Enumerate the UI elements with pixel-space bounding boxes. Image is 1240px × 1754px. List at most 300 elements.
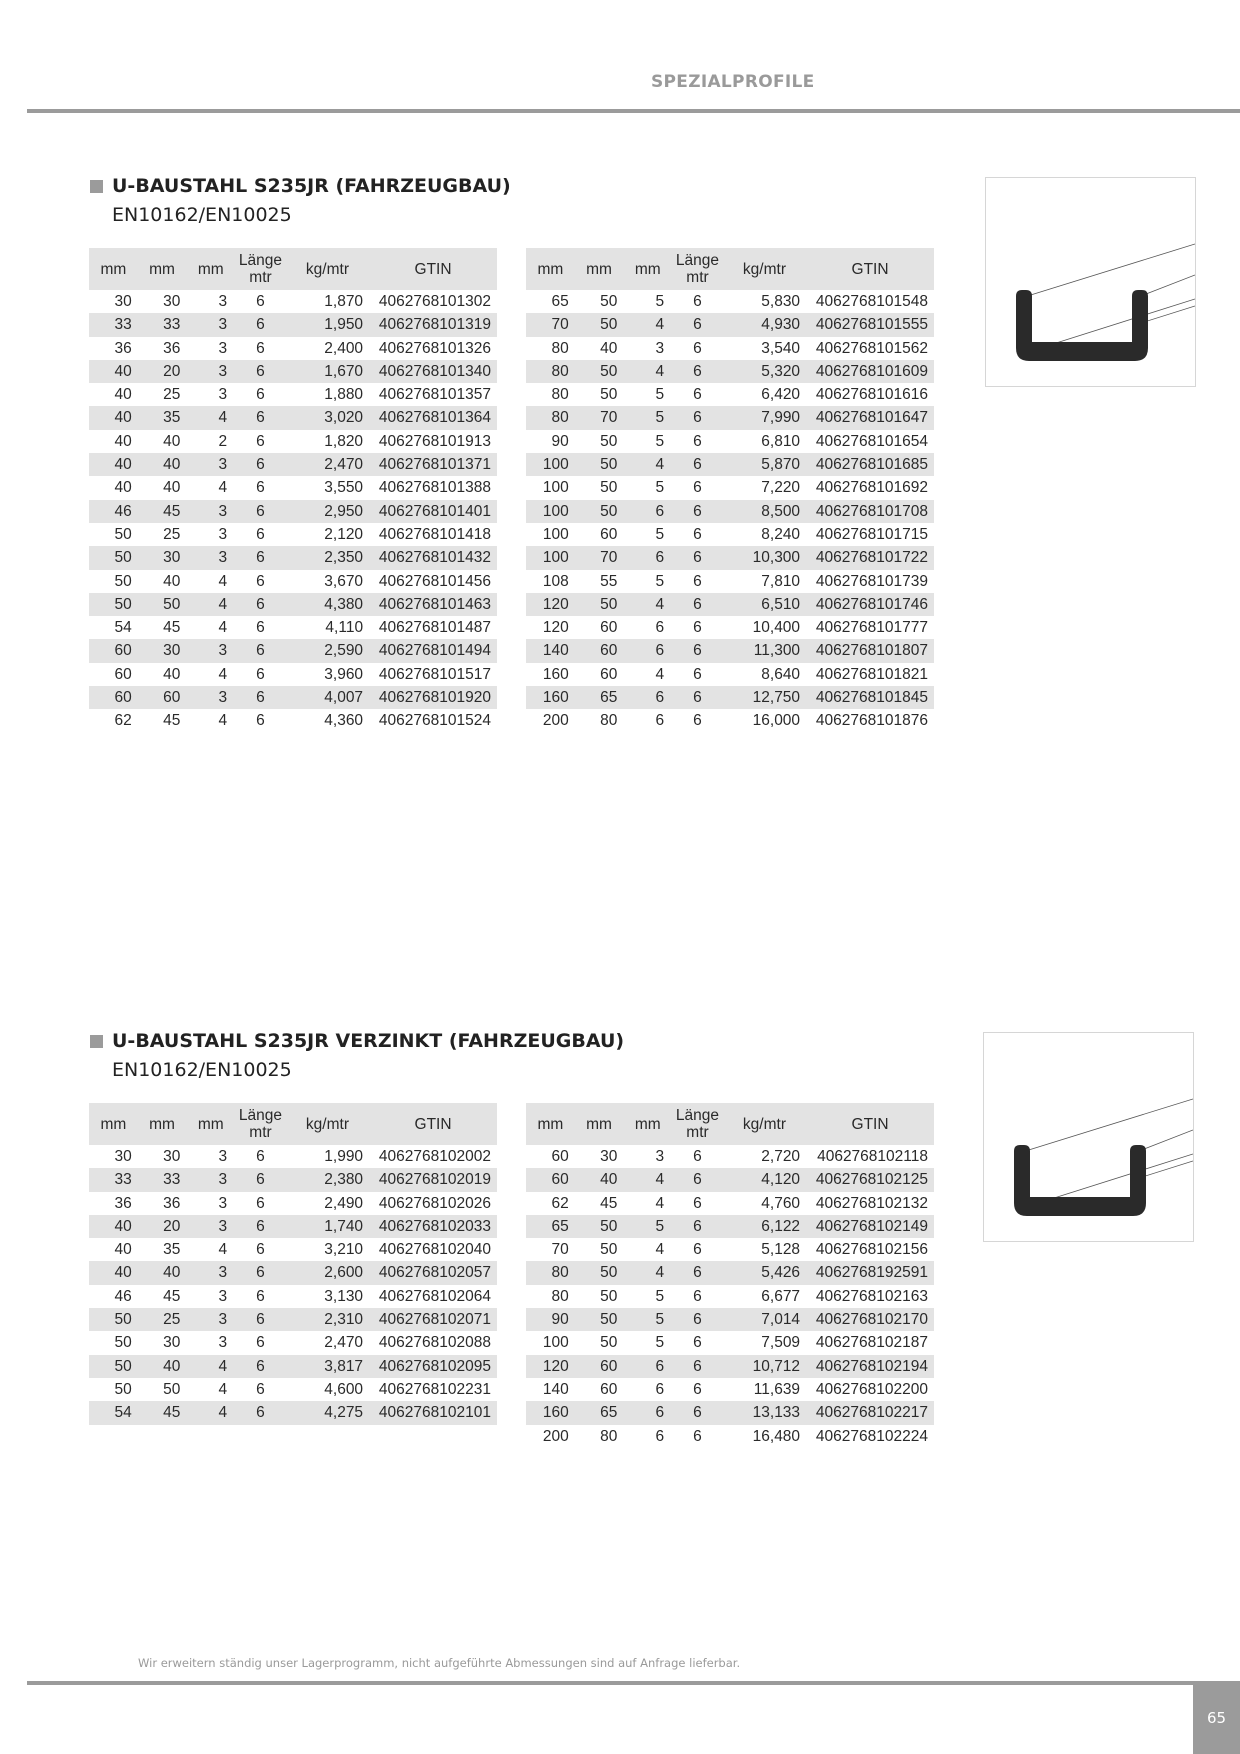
table-cell: 4062768101548 xyxy=(815,293,928,310)
table-cell: 4062768101388 xyxy=(378,479,491,497)
table-row xyxy=(89,453,497,476)
table-cell: 6 xyxy=(256,1287,265,1305)
table-cell: 80 xyxy=(526,360,575,383)
table-cell: 5 xyxy=(623,1308,672,1331)
table-row xyxy=(89,383,497,406)
u-profile-image xyxy=(983,1032,1194,1242)
table-cell: 33 xyxy=(89,313,138,336)
table-cell: 6 xyxy=(235,1355,286,1378)
table-cell: 4062768102217 xyxy=(806,1401,934,1424)
table-cell: 4 xyxy=(218,479,228,497)
table-cell: 50 xyxy=(89,546,138,569)
u-channel-illustration-icon xyxy=(984,1033,1193,1241)
table-cell: 6 xyxy=(672,1308,723,1331)
table-cell: 30 xyxy=(600,1148,618,1165)
table-cell: 25 xyxy=(163,386,181,404)
table-cell: 40 xyxy=(114,1241,132,1259)
table-cell: 5 xyxy=(623,406,672,429)
column-header: mm xyxy=(138,1103,187,1145)
table-cell: 35 xyxy=(138,406,187,429)
table-cell: 6 xyxy=(672,593,723,616)
column-header: Länge mtr xyxy=(235,248,286,290)
table-cell: 50 xyxy=(163,1380,181,1398)
table-cell: 6 xyxy=(623,1355,672,1378)
table-cell: 3 xyxy=(218,386,228,404)
table-row xyxy=(89,546,497,569)
table-cell: 6 xyxy=(693,1194,702,1212)
table-cell: 4062768101456 xyxy=(378,572,491,590)
table-cell: 4062768102002 xyxy=(378,1148,491,1165)
table-cell: 50 xyxy=(575,1215,624,1238)
table-cell: 6 xyxy=(672,1215,723,1238)
table-row xyxy=(89,430,497,453)
table-row xyxy=(89,1168,497,1191)
table-cell: 16,480 xyxy=(752,1427,801,1445)
table-cell: 40 xyxy=(89,453,138,476)
table-row xyxy=(89,686,497,709)
table-cell: 100 xyxy=(542,1334,569,1352)
table-cell: 50 xyxy=(138,593,187,616)
table-row xyxy=(526,1355,934,1378)
column-header: mm xyxy=(575,1103,624,1145)
table-cell: 62 xyxy=(551,1194,569,1212)
table-cell: 2,470 xyxy=(324,1334,364,1352)
table-cell: 6 xyxy=(235,1308,286,1331)
table-cell: 4062768101845 xyxy=(806,686,934,709)
section-title xyxy=(90,175,511,197)
table-cell: 4062768101302 xyxy=(378,293,491,310)
table-row xyxy=(89,1355,497,1378)
table-cell: 33 xyxy=(89,1168,138,1191)
table-cell: 4062768102156 xyxy=(815,1241,928,1259)
table-cell: 3 xyxy=(655,339,665,357)
table-cell: 6 xyxy=(235,1401,286,1424)
table-cell: 40 xyxy=(600,339,618,357)
table-cell: 1,950 xyxy=(286,313,369,336)
table-cell: 2,950 xyxy=(286,500,369,523)
table-cell: 45 xyxy=(138,1401,187,1424)
section-marker-icon xyxy=(90,180,103,193)
table-cell: 50 xyxy=(89,593,138,616)
table-row xyxy=(89,1238,497,1261)
table-cell: 60 xyxy=(89,639,138,662)
table-cell: 30 xyxy=(114,1148,132,1165)
table-cell: 6 xyxy=(693,386,702,404)
table-cell: 4062768102187 xyxy=(815,1334,928,1352)
table-cell: 3,540 xyxy=(761,339,801,357)
table-cell: 40 xyxy=(114,432,132,450)
table-cell: 50 xyxy=(600,1334,618,1352)
table-row xyxy=(526,1425,934,1448)
table-cell: 6 xyxy=(235,360,286,383)
column-header: mm xyxy=(526,248,575,290)
table-cell: 33 xyxy=(138,1168,187,1191)
table-cell: 6 xyxy=(235,313,286,336)
table-cell: 4 xyxy=(186,593,235,616)
table-cell: 4 xyxy=(218,1380,228,1398)
table-row xyxy=(89,709,497,732)
table-cell: 3 xyxy=(218,1334,228,1352)
table-cell: 5 xyxy=(623,1215,672,1238)
table-cell: 4,380 xyxy=(286,593,369,616)
table-cell: 4 xyxy=(655,665,665,683)
table-cell: 6,420 xyxy=(761,386,801,404)
table-cell: 4 xyxy=(623,453,672,476)
table-row xyxy=(526,1261,934,1284)
table-cell: 4,930 xyxy=(723,313,806,336)
table-cell: 6 xyxy=(235,453,286,476)
table-cell: 46 xyxy=(114,1287,132,1305)
table-cell: 36 xyxy=(114,339,132,357)
table-cell: 10,712 xyxy=(723,1355,806,1378)
table-cell: 60 xyxy=(138,686,187,709)
table-cell: 40 xyxy=(138,453,187,476)
table-cell: 4062768102019 xyxy=(369,1168,497,1191)
table-cell: 4062768101555 xyxy=(806,313,934,336)
table-cell: 5 xyxy=(655,1287,665,1305)
table-cell: 45 xyxy=(163,619,181,637)
table-cell: 4 xyxy=(623,1168,672,1191)
table-row xyxy=(526,709,934,732)
table-cell: 40 xyxy=(138,1355,187,1378)
table-row xyxy=(526,1331,934,1354)
table-cell: 3 xyxy=(186,1308,235,1331)
column-header: Länge mtr xyxy=(672,1103,723,1145)
table-cell: 3 xyxy=(218,339,228,357)
table-cell: 4062768101494 xyxy=(369,639,497,662)
table-cell: 1,880 xyxy=(324,386,364,404)
table-cell: 100 xyxy=(526,500,575,523)
table-cell: 4 xyxy=(218,1241,228,1259)
table-cell: 4062768192591 xyxy=(806,1261,934,1284)
table-cell: 30 xyxy=(163,1148,181,1165)
table-cell: 4 xyxy=(218,572,228,590)
table-cell: 4 xyxy=(655,1241,665,1259)
table-cell: 160 xyxy=(526,686,575,709)
table-row xyxy=(526,1215,934,1238)
table-cell: 65 xyxy=(575,686,624,709)
table-cell: 6 xyxy=(672,500,723,523)
table-row xyxy=(526,1145,934,1168)
table-cell: 4062768102026 xyxy=(378,1194,491,1212)
table-cell: 140 xyxy=(526,639,575,662)
table-cell: 2,470 xyxy=(286,453,369,476)
table-cell: 50 xyxy=(575,500,624,523)
table-cell: 6 xyxy=(256,479,265,497)
table-cell: 4062768101609 xyxy=(806,360,934,383)
table-cell: 4062768102125 xyxy=(806,1168,934,1191)
table-cell: 6 xyxy=(235,639,286,662)
table-cell: 50 xyxy=(114,1380,132,1398)
table-cell: 30 xyxy=(163,293,181,310)
table-cell: 4 xyxy=(186,1401,235,1424)
table-cell: 6 xyxy=(672,360,723,383)
table-cell: 6,677 xyxy=(761,1287,801,1305)
table-row xyxy=(526,1238,934,1261)
table-cell: 1,670 xyxy=(286,360,369,383)
table-cell: 4062768101920 xyxy=(369,686,497,709)
section-title-text: U-BAUSTAHL S235JR (FAHRZEUGBAU) xyxy=(112,175,511,197)
table-cell: 4062768102057 xyxy=(369,1261,497,1284)
table-cell: 40 xyxy=(163,572,181,590)
profile-table xyxy=(526,248,934,733)
table-cell: 4062768101913 xyxy=(378,432,491,450)
table-cell: 6 xyxy=(693,293,702,310)
table-cell: 50 xyxy=(600,386,618,404)
table-row xyxy=(526,523,934,546)
table-cell: 6 xyxy=(655,1380,665,1398)
table-cell: 4,120 xyxy=(723,1168,806,1191)
table-row xyxy=(89,523,497,546)
table-cell: 12,750 xyxy=(723,686,806,709)
table-cell: 6 xyxy=(655,619,665,637)
table-cell: 4062768101487 xyxy=(378,619,491,637)
table-cell: 50 xyxy=(600,432,618,450)
table-cell: 4 xyxy=(186,1355,235,1378)
table-cell: 2,590 xyxy=(286,639,369,662)
table-header-row xyxy=(526,1103,934,1145)
column-header: GTIN xyxy=(369,1103,497,1145)
table-cell: 6,122 xyxy=(723,1215,806,1238)
table-cell: 3,817 xyxy=(286,1355,369,1378)
table-cell: 6 xyxy=(672,1168,723,1191)
column-header: kg/mtr xyxy=(286,248,369,290)
table-cell: 6 xyxy=(256,386,265,404)
table-cell: 35 xyxy=(163,1241,181,1259)
table-cell: 3 xyxy=(186,686,235,709)
table-cell: 4062768101654 xyxy=(815,432,928,450)
table-cell: 4,600 xyxy=(324,1380,364,1398)
table-cell: 4062768101692 xyxy=(815,479,928,497)
table-row xyxy=(89,1331,497,1354)
table-cell: 6 xyxy=(235,500,286,523)
table-row xyxy=(89,616,497,639)
section-title-text: U-BAUSTAHL S235JR VERZINKT (FAHRZEUGBAU) xyxy=(112,1030,625,1052)
table-cell: 4062768102088 xyxy=(378,1334,491,1352)
table-cell: 120 xyxy=(526,1355,575,1378)
table-cell: 11,639 xyxy=(753,1380,801,1398)
table-cell: 6 xyxy=(693,1148,702,1165)
table-cell: 7,990 xyxy=(723,406,806,429)
table-cell: 50 xyxy=(600,293,618,310)
table-row xyxy=(526,546,934,569)
table-cell: 60 xyxy=(600,525,618,543)
table-cell: 4,007 xyxy=(286,686,369,709)
table-cell: 30 xyxy=(163,1334,181,1352)
table-cell: 4062768102170 xyxy=(806,1308,934,1331)
table-cell: 4,360 xyxy=(324,712,364,730)
table-cell: 62 xyxy=(114,712,132,730)
column-header: mm xyxy=(186,1103,235,1145)
table-cell: 4 xyxy=(623,313,672,336)
table-cell: 3,130 xyxy=(324,1287,364,1305)
table-row xyxy=(526,360,934,383)
table-row xyxy=(526,290,934,313)
table-cell: 3 xyxy=(218,525,228,543)
table-cell: 30 xyxy=(138,546,187,569)
table-cell: 6 xyxy=(235,1215,286,1238)
table-cell: 3 xyxy=(186,546,235,569)
table-cell: 11,300 xyxy=(723,639,806,662)
table-cell: 6 xyxy=(235,406,286,429)
table-cell: 60 xyxy=(575,1355,624,1378)
table-cell: 70 xyxy=(575,406,624,429)
table-cell: 3 xyxy=(218,1194,228,1212)
table-cell: 4062768101807 xyxy=(806,639,934,662)
table-cell: 2,310 xyxy=(286,1308,369,1331)
table-cell: 25 xyxy=(138,1308,187,1331)
column-header: mm xyxy=(623,248,672,290)
table-cell: 16,000 xyxy=(752,712,801,730)
table-row xyxy=(89,1215,497,1238)
table-cell: 1,990 xyxy=(324,1148,364,1165)
table-header-row xyxy=(89,1103,497,1145)
table-cell: 2,490 xyxy=(324,1194,364,1212)
table-cell: 3 xyxy=(186,639,235,662)
table-cell: 50 xyxy=(114,572,132,590)
u-channel-illustration-icon xyxy=(986,178,1195,386)
table-cell: 4062768101432 xyxy=(369,546,497,569)
table-cell: 50 xyxy=(575,593,624,616)
table-cell: 40 xyxy=(138,1261,187,1284)
table-cell: 4062768101463 xyxy=(369,593,497,616)
table-cell: 80 xyxy=(600,712,618,730)
table-row xyxy=(89,1401,497,1424)
table-cell: 40 xyxy=(163,432,181,450)
table-cell: 33 xyxy=(138,313,187,336)
table-cell: 6,810 xyxy=(761,432,801,450)
table-row xyxy=(526,1308,934,1331)
table-cell: 70 xyxy=(575,546,624,569)
table-cell: 2,120 xyxy=(324,525,364,543)
table-cell: 4062768101364 xyxy=(369,406,497,429)
table-cell: 45 xyxy=(138,500,187,523)
table-cell: 4 xyxy=(218,619,228,637)
table-cell: 100 xyxy=(526,546,575,569)
table-cell: 160 xyxy=(526,1401,575,1424)
table-cell: 4062768102064 xyxy=(378,1287,491,1305)
table-cell: 5,830 xyxy=(761,293,801,310)
table-row xyxy=(89,313,497,336)
table-row xyxy=(89,1261,497,1284)
table-cell: 7,014 xyxy=(723,1308,806,1331)
table-cell: 3 xyxy=(186,1261,235,1284)
footer-divider xyxy=(27,1681,1193,1685)
table-cell: 4062768101876 xyxy=(815,712,928,730)
table-cell: 4062768101357 xyxy=(378,386,491,404)
column-header: kg/mtr xyxy=(286,1103,369,1145)
column-header: mm xyxy=(89,248,138,290)
table-cell: 6 xyxy=(235,1261,286,1284)
table-cell: 50 xyxy=(600,1241,618,1259)
table-cell: 1,870 xyxy=(324,293,364,310)
table-row xyxy=(89,1285,497,1308)
table-cell: 4062768101821 xyxy=(815,665,928,683)
table-cell: 54 xyxy=(89,1401,138,1424)
table-cell: 1,740 xyxy=(286,1215,369,1238)
profile-table xyxy=(89,1103,497,1425)
table-cell: 3 xyxy=(218,1287,228,1305)
table-cell: 4062768101524 xyxy=(378,712,491,730)
table-cell: 6 xyxy=(256,1380,265,1398)
table-cell: 4062768102118 xyxy=(817,1148,928,1165)
table-cell: 4062768102132 xyxy=(815,1194,928,1212)
table-cell: 6 xyxy=(693,665,702,683)
table-cell: 36 xyxy=(163,1194,181,1212)
table-cell: 20 xyxy=(138,1215,187,1238)
table-cell: 6 xyxy=(655,1427,665,1445)
table-row xyxy=(526,406,934,429)
table-row xyxy=(526,500,934,523)
table-cell: 6 xyxy=(693,1334,702,1352)
table-cell: 4062768101685 xyxy=(806,453,934,476)
table-cell: 50 xyxy=(575,1261,624,1284)
table-cell: 2,600 xyxy=(286,1261,369,1284)
table-cell: 5 xyxy=(655,572,665,590)
table-row xyxy=(526,663,934,686)
column-header: kg/mtr xyxy=(723,248,806,290)
table-cell: 4 xyxy=(623,1261,672,1284)
table-row xyxy=(526,593,934,616)
table-header-row xyxy=(89,248,497,290)
column-header: GTIN xyxy=(806,248,934,290)
table-cell: 5,320 xyxy=(723,360,806,383)
table-cell: 40 xyxy=(163,479,181,497)
table-cell: 50 xyxy=(114,525,132,543)
table-cell: 6 xyxy=(672,406,723,429)
table-cell: 6 xyxy=(693,572,702,590)
table-cell: 50 xyxy=(575,453,624,476)
footer-note: Wir erweitern ständig unser Lagerprogramm, nicht aufgeführte Abmessungen sind auf Anfrage lieferbar. xyxy=(138,1656,741,1670)
table-cell: 40 xyxy=(575,1168,624,1191)
column-header: GTIN xyxy=(369,248,497,290)
table-header-row xyxy=(526,248,934,290)
table-cell: 6 xyxy=(623,546,672,569)
table-cell: 6 xyxy=(693,525,702,543)
table-cell: 4 xyxy=(623,360,672,383)
table-cell: 6 xyxy=(256,293,265,310)
table-cell: 90 xyxy=(526,1308,575,1331)
table-cell: 6 xyxy=(256,432,265,450)
table-cell: 4062768101746 xyxy=(806,593,934,616)
table-cell: 4062768101340 xyxy=(369,360,497,383)
column-header: mm xyxy=(623,1103,672,1145)
column-header: mm xyxy=(575,248,624,290)
table-cell: 6 xyxy=(623,1401,672,1424)
table-cell: 4062768101647 xyxy=(806,406,934,429)
table-cell: 4 xyxy=(655,1194,665,1212)
table-cell: 45 xyxy=(163,1287,181,1305)
table-cell: 4062768102033 xyxy=(369,1215,497,1238)
table-cell: 2 xyxy=(218,432,228,450)
section-title xyxy=(90,1030,624,1052)
table-cell: 2,400 xyxy=(324,339,364,357)
table-cell: 50 xyxy=(600,1287,618,1305)
table-cell: 80 xyxy=(526,406,575,429)
table-cell: 6 xyxy=(256,1334,265,1352)
table-cell: 60 xyxy=(526,1168,575,1191)
table-cell: 70 xyxy=(551,1241,569,1259)
table-cell: 80 xyxy=(526,1261,575,1284)
table-cell: 6 xyxy=(623,686,672,709)
profile-table xyxy=(526,1103,934,1448)
page-header-title: SPEZIALPROFILE xyxy=(651,72,815,92)
table-cell: 6 xyxy=(672,546,723,569)
table-row xyxy=(89,1145,497,1168)
table-row xyxy=(526,616,934,639)
table-cell: 4062768101319 xyxy=(369,313,497,336)
table-cell: 5 xyxy=(655,1334,665,1352)
